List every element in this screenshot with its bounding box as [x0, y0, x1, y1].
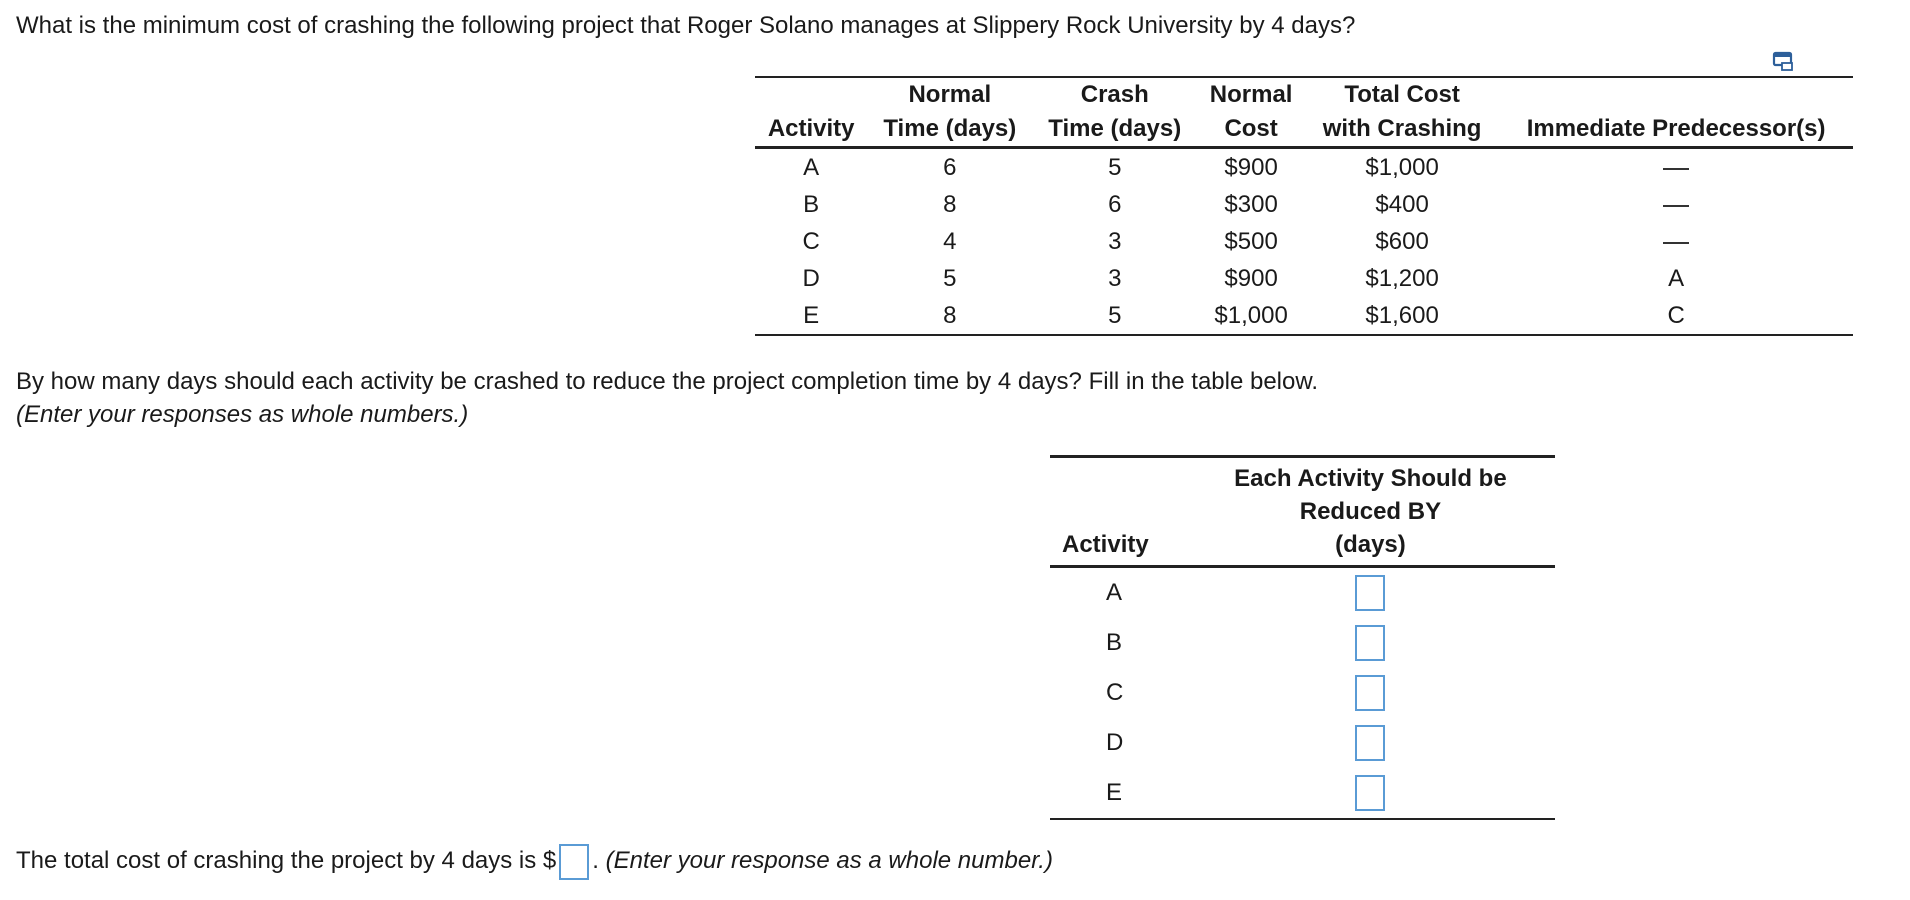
activity-cell: D: [802, 265, 820, 292]
crashing-data-table: [755, 76, 1853, 336]
answer-header-activity: Activity: [1050, 457, 1186, 567]
total-cost-input[interactable]: [559, 844, 589, 880]
header-line: Reduced BY: [1299, 498, 1442, 525]
header-cell: [1499, 77, 1853, 112]
total-cost-suffix: .: [592, 847, 599, 874]
normal-time-cell: 5: [943, 265, 957, 292]
answer-activity-label: B: [1106, 629, 1123, 656]
predecessor-cell: [1499, 148, 1853, 187]
answer-activity-label: A: [1106, 579, 1123, 606]
header-cell: Total Cost: [1305, 77, 1499, 112]
reduce-days-input-d[interactable]: [1355, 725, 1385, 761]
crash-time-cell: 5: [1108, 154, 1122, 181]
reduce-days-input-b[interactable]: [1355, 625, 1385, 661]
activity-cell: E: [755, 297, 867, 335]
question-text: What is the minimum cost of crashing the following project that Roger Solano manages at Slippery Rock University by 4 days?: [16, 12, 1356, 39]
answer-input-cell: [1186, 567, 1555, 619]
table-row: [755, 148, 1853, 187]
header-cell: Activity: [755, 112, 867, 148]
answer-header-reduced-by: [1186, 457, 1555, 567]
header-cell: [755, 77, 867, 112]
predecessor-cell: C: [1499, 297, 1853, 335]
activity-cell: B: [803, 191, 820, 218]
header-cell: Normal: [1197, 77, 1305, 112]
reduce-days-input-a[interactable]: [1355, 575, 1385, 611]
instructions: [16, 365, 1318, 431]
normal-time-cell: 4: [943, 228, 957, 255]
instructions-hint: (Enter your responses as whole numbers.): [16, 401, 469, 428]
normal-time-cell: 8: [943, 191, 957, 218]
table-row: [755, 297, 1853, 335]
total-cost-hint: (Enter your response as a whole number.): [605, 847, 1053, 874]
predecessor-cell: [1499, 186, 1853, 223]
answer-input-cell: [1186, 668, 1555, 718]
answer-input-cell: [1186, 618, 1555, 668]
normal-cost-cell: $900: [1224, 154, 1278, 181]
reduce-days-input-c[interactable]: [1355, 675, 1385, 711]
answer-row: [1050, 618, 1555, 668]
answer-row: [1050, 668, 1555, 718]
header-cell: Normal: [867, 77, 1032, 112]
header-row-top: [755, 77, 1853, 112]
answer-activity-label: D: [1106, 729, 1124, 756]
normal-cost-cell: $1,000: [1197, 297, 1305, 335]
total-cost-cell: $600: [1375, 228, 1429, 255]
reduce-days-input-e[interactable]: [1355, 775, 1385, 811]
header-row-bottom: [755, 112, 1853, 148]
crash-time-cell: 6: [1108, 191, 1122, 218]
header-cell: Crash: [1032, 77, 1197, 112]
crash-time-cell: 3: [1108, 265, 1122, 292]
total-cost-cell: $1,000: [1365, 154, 1439, 181]
header-cell: Cost: [1197, 112, 1305, 148]
table-row: [755, 260, 1853, 297]
no-predecessor-dash: [1663, 205, 1689, 207]
answer-row: [1050, 567, 1555, 619]
no-predecessor-dash: [1663, 242, 1689, 244]
table-row: [755, 186, 1853, 223]
crash-time-cell: 5: [1032, 297, 1197, 335]
copy-table-icon[interactable]: [1772, 50, 1794, 72]
header-cell: with Crashing: [1305, 112, 1499, 148]
total-cost-prefix: The total cost of crashing the project by 4 days is $: [16, 847, 557, 874]
normal-cost-cell: $300: [1224, 191, 1278, 218]
normal-cost-cell: $900: [1224, 265, 1278, 292]
normal-cost-cell: $500: [1224, 228, 1278, 255]
total-cost-cell: $1,200: [1365, 265, 1439, 292]
header-line: Each Activity Should be: [1234, 465, 1507, 492]
total-cost-cell: $400: [1375, 191, 1429, 218]
header-cell: Time (days): [867, 112, 1032, 148]
answer-header-row: [1050, 457, 1555, 567]
answer-activity-label: C: [1106, 679, 1124, 706]
total-cost-cell: $1,600: [1305, 297, 1499, 335]
normal-time-cell: 6: [943, 154, 957, 181]
answer-row: [1050, 768, 1555, 819]
predecessor-cell: [1499, 223, 1853, 260]
answer-input-cell: [1186, 768, 1555, 819]
no-predecessor-dash: [1663, 168, 1689, 170]
header-cell: Immediate Predecessor(s): [1499, 112, 1853, 148]
answer-row: [1050, 718, 1555, 768]
table-row: [755, 223, 1853, 260]
activity-cell: C: [802, 228, 820, 255]
crash-time-cell: 3: [1108, 228, 1122, 255]
instructions-text: By how many days should each activity be crashed to reduce the project completion time by 4 days? Fill in the table below.: [16, 368, 1319, 395]
normal-time-cell: 8: [867, 297, 1032, 335]
header-cell: Time (days): [1032, 112, 1197, 148]
answer-activity-label: E: [1050, 768, 1186, 819]
answer-table: [1050, 455, 1555, 820]
header-line: (days): [1335, 531, 1406, 558]
predecessor-cell: A: [1668, 265, 1685, 292]
total-cost-line: [16, 843, 1053, 880]
activity-cell: A: [803, 154, 820, 181]
answer-input-cell: [1186, 718, 1555, 768]
